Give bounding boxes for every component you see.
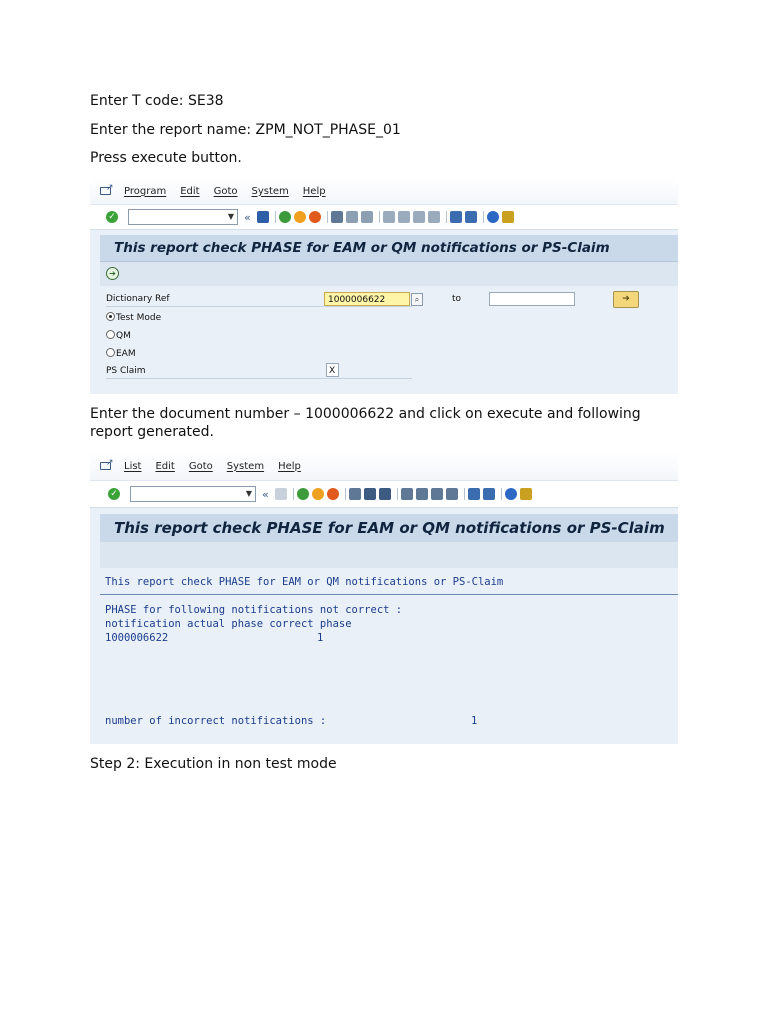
toolbar-separator bbox=[446, 211, 447, 223]
execute-icon[interactable]: ➔ bbox=[106, 267, 119, 280]
back-icon[interactable] bbox=[297, 488, 309, 500]
radio-test-mode-button[interactable] bbox=[106, 312, 115, 321]
list-footer-label: number of incorrect notifications : bbox=[105, 715, 327, 727]
list-row-notification: 1000006622 bbox=[105, 632, 169, 644]
save-icon[interactable] bbox=[275, 488, 287, 500]
previous-page-icon[interactable] bbox=[416, 488, 428, 500]
chevron-down-icon[interactable]: ▼ bbox=[227, 212, 234, 221]
row-separator bbox=[106, 378, 412, 379]
exit-icon[interactable] bbox=[312, 488, 324, 500]
to-label: to bbox=[452, 294, 462, 304]
shortcut-icon[interactable] bbox=[465, 211, 477, 223]
multiple-selection-icon[interactable]: ⌕ bbox=[411, 293, 423, 306]
help-icon[interactable] bbox=[505, 488, 517, 500]
list-footer-count: 1 bbox=[471, 715, 478, 727]
menu-help[interactable]: Help bbox=[278, 460, 301, 472]
new-session-icon[interactable] bbox=[468, 488, 480, 500]
previous-page-icon[interactable] bbox=[398, 211, 410, 223]
radio-test-mode[interactable] bbox=[106, 312, 161, 323]
menu-goto[interactable]: Goto bbox=[188, 460, 213, 472]
toolbar-separator bbox=[379, 211, 380, 223]
list-intro-line: PHASE for following notifications not correct : bbox=[105, 604, 403, 616]
print-icon[interactable] bbox=[349, 488, 361, 500]
menu-bar bbox=[90, 178, 678, 205]
radio-qm[interactable] bbox=[106, 330, 131, 341]
radio-test-mode-label: Test Mode bbox=[116, 313, 162, 323]
menu-exit-icon[interactable]: ↗ bbox=[100, 186, 114, 196]
radio-qm-label: QM bbox=[116, 331, 131, 341]
chevron-down-icon[interactable]: ▼ bbox=[245, 489, 252, 498]
toolbar-separator bbox=[397, 488, 398, 500]
toolbar-separator bbox=[501, 488, 502, 500]
find-next-icon[interactable] bbox=[361, 211, 373, 223]
menu-help[interactable]: Help bbox=[302, 185, 326, 197]
system-toolbar bbox=[90, 481, 678, 508]
last-page-icon[interactable] bbox=[428, 211, 440, 223]
list-column-header: notification actual phase correct phase bbox=[105, 618, 352, 630]
menu-edit[interactable]: Edit bbox=[180, 185, 200, 197]
toolbar-separator bbox=[327, 211, 328, 223]
menu-goto[interactable]: Goto bbox=[213, 185, 238, 197]
first-page-icon[interactable] bbox=[401, 488, 413, 500]
cancel-icon[interactable] bbox=[309, 211, 321, 223]
layout-menu-icon[interactable] bbox=[502, 211, 514, 223]
menu-exit-icon[interactable]: ↗ bbox=[100, 461, 114, 471]
toolbar-separator bbox=[275, 211, 276, 223]
menu-edit[interactable]: Edit bbox=[155, 460, 175, 472]
command-field[interactable] bbox=[130, 486, 256, 502]
find-next-icon[interactable] bbox=[379, 488, 391, 500]
instruction-document-number: Enter the document number – 1000006622 and click on execute and following report generated. bbox=[90, 406, 641, 440]
report-title-bar bbox=[100, 235, 678, 262]
last-page-icon[interactable] bbox=[446, 488, 458, 500]
command-field[interactable] bbox=[128, 209, 238, 225]
list-header: This report check PHASE for EAM or QM notifications or PS-Claim bbox=[105, 576, 504, 588]
menu-list[interactable]: List bbox=[124, 460, 142, 472]
instruction-tcode: Enter T code: SE38 bbox=[90, 93, 224, 109]
help-icon[interactable] bbox=[487, 211, 499, 223]
print-icon[interactable] bbox=[331, 211, 343, 223]
menu-bar bbox=[90, 452, 678, 481]
next-page-icon[interactable] bbox=[431, 488, 443, 500]
radio-eam-button[interactable] bbox=[106, 348, 115, 357]
radio-eam-label: EAM bbox=[116, 349, 136, 359]
toolbar-separator bbox=[464, 488, 465, 500]
sap-selection-screen bbox=[90, 178, 678, 394]
instruction-report-name: Enter the report name: ZPM_NOT_PHASE_01 bbox=[90, 122, 401, 138]
ps-claim-label: PS Claim bbox=[106, 366, 146, 376]
application-toolbar bbox=[100, 262, 678, 286]
save-icon[interactable] bbox=[257, 211, 269, 223]
dictionary-ref-field[interactable]: 1000006622 bbox=[324, 292, 410, 306]
menu-system[interactable]: System bbox=[251, 185, 289, 197]
instruction-execute: Press execute button. bbox=[90, 150, 242, 166]
enter-check-icon[interactable]: ✓ bbox=[108, 488, 120, 500]
ps-claim-checkbox[interactable]: X bbox=[326, 363, 339, 377]
back-icon[interactable] bbox=[279, 211, 291, 223]
find-icon[interactable] bbox=[346, 211, 358, 223]
dictionary-ref-label: Dictionary Ref bbox=[106, 294, 170, 304]
cancel-icon[interactable] bbox=[327, 488, 339, 500]
toolbar-separator bbox=[293, 488, 294, 500]
menu-program[interactable]: Program bbox=[124, 185, 167, 197]
list-header-rule bbox=[100, 594, 678, 595]
more-values-button[interactable]: ➔ bbox=[613, 291, 639, 308]
find-icon[interactable] bbox=[364, 488, 376, 500]
system-toolbar bbox=[90, 205, 678, 230]
collapse-icon[interactable]: « bbox=[262, 487, 269, 501]
report-title: This report check PHASE for EAM or QM notifications or PS-Claim bbox=[114, 519, 665, 537]
radio-qm-button[interactable] bbox=[106, 330, 115, 339]
new-session-icon[interactable] bbox=[450, 211, 462, 223]
layout-menu-icon[interactable] bbox=[520, 488, 532, 500]
collapse-icon[interactable]: « bbox=[244, 210, 251, 224]
toolbar-separator bbox=[345, 488, 346, 500]
enter-check-icon[interactable]: ✓ bbox=[106, 211, 118, 223]
first-page-icon[interactable] bbox=[383, 211, 395, 223]
toolbar-separator bbox=[483, 211, 484, 223]
report-title-bar bbox=[100, 514, 678, 543]
shortcut-icon[interactable] bbox=[483, 488, 495, 500]
sap-report-output bbox=[90, 452, 678, 744]
application-toolbar bbox=[100, 542, 678, 568]
list-row-phase: 1 bbox=[317, 632, 324, 644]
next-page-icon[interactable] bbox=[413, 211, 425, 223]
instruction-step2: Step 2: Execution in non test mode bbox=[90, 756, 337, 772]
menu-system[interactable]: System bbox=[226, 460, 265, 472]
report-title: This report check PHASE for EAM or QM notifications or PS-Claim bbox=[114, 240, 610, 256]
exit-icon[interactable] bbox=[294, 211, 306, 223]
radio-eam[interactable] bbox=[106, 348, 136, 359]
to-field[interactable] bbox=[489, 292, 575, 306]
